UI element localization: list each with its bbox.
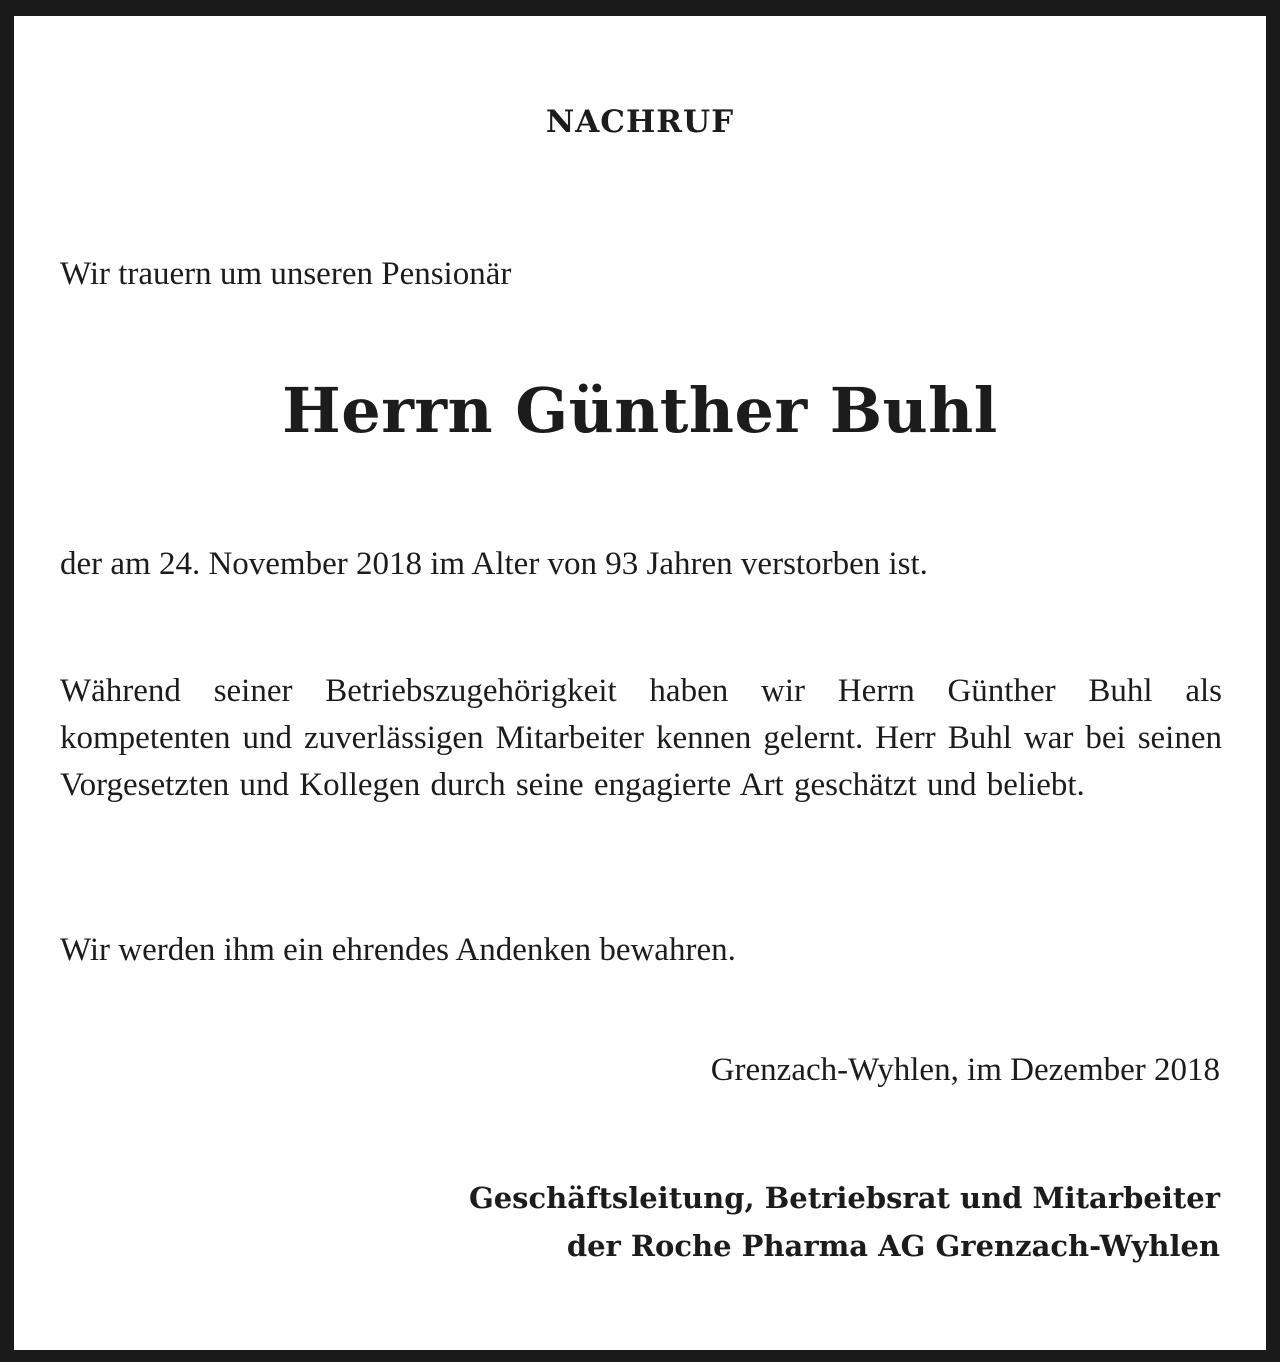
signature-block: [60, 1174, 1220, 1270]
deceased-name: Herrn Günther Buhl: [282, 374, 998, 447]
place-and-date: Grenzach-Wyhlen, im Dezember 2018: [710, 1052, 1220, 1088]
tribute-paragraph: Während seiner Betriebszugehörigkeit haben wir Herrn Günther Buhl als kompetenten und zuverlässigen Mitarbeiter kennen gelernt. Herr Buhl war bei seinen Vorgesetzten und Kollegen durch seine engagierte Art geschätzt und beliebt.: [60, 673, 1222, 803]
notice-heading: NACHRUF: [545, 104, 735, 140]
intro-text: Wir trauern um unseren Pensionär: [60, 256, 512, 292]
signature-line-1: Geschäftsleitung, Betriebsrat und Mitarbeiter: [468, 1181, 1220, 1215]
closing-statement: Wir werden ihm ein ehrendes Andenken bewahren.: [60, 932, 736, 968]
death-statement: der am 24. November 2018 im Alter von 93 Jahren verstorben ist.: [60, 546, 928, 582]
signature-line-2: der Roche Pharma AG Grenzach-Wyhlen: [566, 1229, 1220, 1263]
